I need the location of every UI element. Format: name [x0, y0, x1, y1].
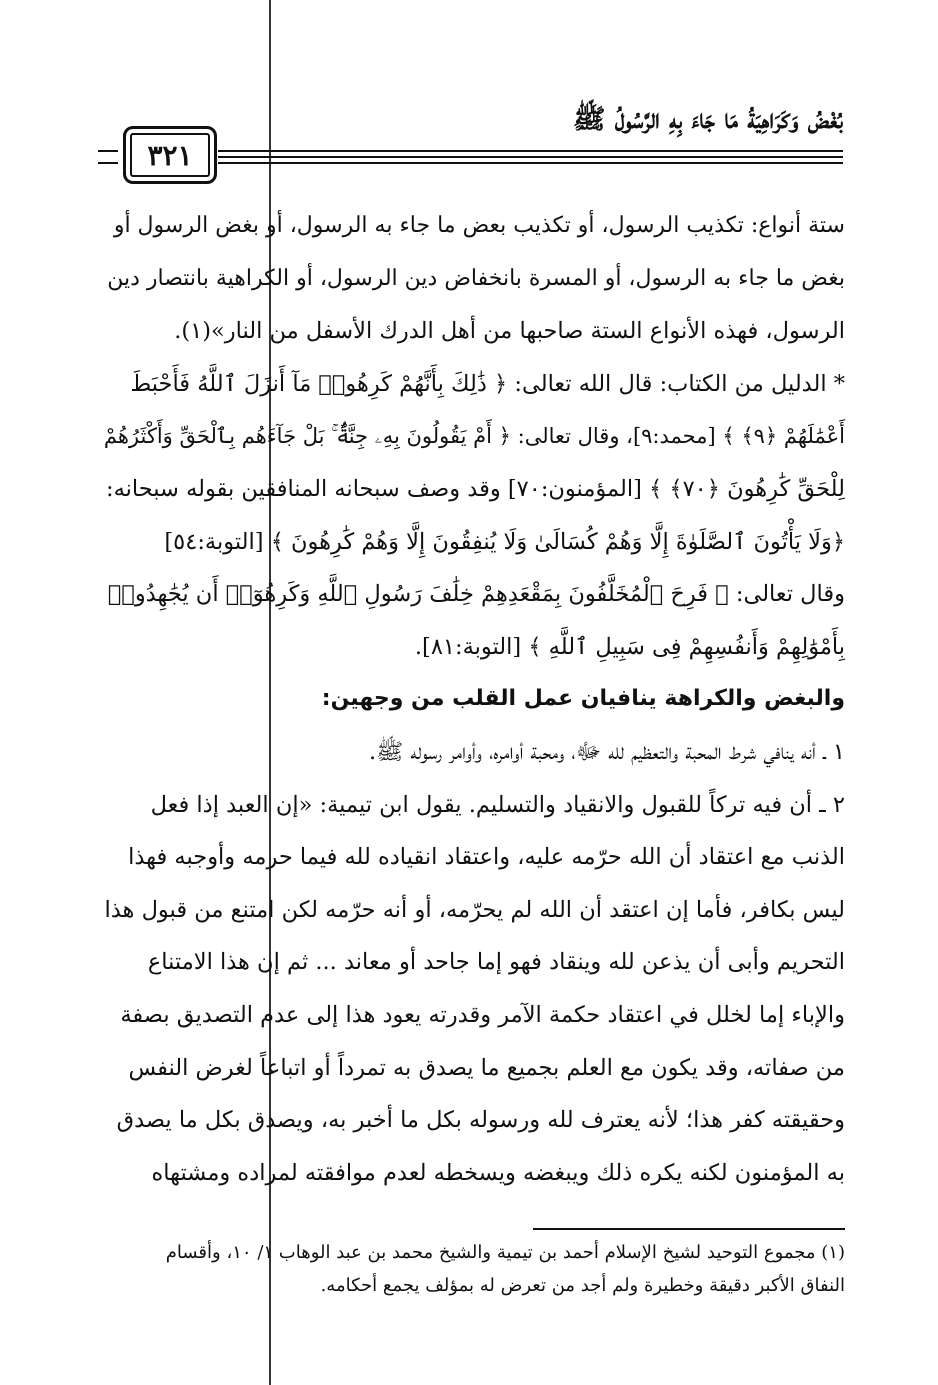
- text-line: ليس بكافر، فأما إن اعتقد أن الله لم يحرّمه، أو أنه حرّمه لكن امتنع من قبول هذا: [104, 896, 845, 923]
- header-rule: [218, 150, 843, 152]
- text-line: وقال تعالى: ﴿ فَرِحَ ٱلْمُخَلَّفُونَ بِمَقْعَدِهِمْ خِلَٰفَ رَسُولِ ٱللَّهِ وَكَرِهُوٓا۟ أَن يُجَٰهِدُوا۟: [107, 581, 845, 608]
- header-rule-end: [98, 150, 118, 164]
- footnote-line: النفاق الأكبر دقيقة وخطيرة ولم أجد من تعرض له بمؤلف يجمع أحكامه.: [320, 1275, 845, 1296]
- section-heading: والبغض والكراهة ينافيان عمل القلب من وجهين:: [321, 686, 845, 712]
- text-line: لِلْحَقِّ كَٰرِهُونَ ﴿٧٠﴾ ﴾ [المؤمنون:٧٠] وقد وصف سبحانه المنافقين بقوله سبحانه:: [105, 475, 845, 502]
- text-line: الذنب مع اعتقاد أن الله حرّمه عليه، واعتقاد انقياده لله فيما حرمه وأوجبه فهذا: [128, 844, 845, 871]
- text-line: بغض ما جاء به الرسول، أو المسرة بانخفاض دين الرسول، أو الكراهية بانتصار دين: [107, 265, 845, 291]
- header-rule: [218, 162, 843, 164]
- text-line: وحقيقته كفر هذا؛ لأنه يعترف لله ورسوله بكل ما أخبر به، ويصدق بكل ما يصدق: [116, 1107, 845, 1134]
- text-line: ﴿وَلَا يَأْتُونَ ٱلصَّلَوٰةَ إِلَّا وَهُمْ كُسَالَىٰ وَلَا يُنفِقُونَ إِلَّا وَهُمْ كَٰرِهُونَ ﴾ [التوبة:٥٤]: [164, 528, 845, 555]
- text-line: الرسول، فهذه الأنواع الستة صاحبها من أهل الدرك الأسفل من النار»(١).: [174, 318, 845, 345]
- text-line: ستة أنواع: تكذيب الرسول، أو تكذيب بعض ما جاء به الرسول، أو بغض الرسول أو: [113, 213, 845, 238]
- footnote-separator: [533, 1228, 845, 1230]
- running-header-title: بُغْضُ وَكَرَاهِيَةُ مَا جَاءَ بِهِ الرَّسُولُ ﷺ: [572, 104, 843, 135]
- page-number: ٣٢١: [123, 126, 217, 184]
- text-line: * الدليل من الكتاب: قال الله تعالى: ﴿ ذَٰلِكَ بِأَنَّهُمْ كَرِهُوا۟ مَآ أَنزَلَ ٱللَّهُ فَأَحْبَطَ: [130, 370, 845, 397]
- text-line: بِأَمْوَٰلِهِمْ وَأَنفُسِهِمْ فِى سَبِيلِ ٱللَّهِ ﴾ [التوبة:٨١].: [414, 633, 845, 660]
- text-line: أَعْمَٰلَهُمْ ﴿٩﴾ ﴾ [محمد:٩]، وقال تعالى: ﴿ أَمْ يَقُولُونَ بِهِۦ جِنَّةٌۢ ۚ بَلْ جَآءَهُم بِٱلْحَقِّ وَأَكْثَرُهُمْ: [103, 424, 845, 449]
- text-line: به المؤمنون لكنه يكره ذلك ويبغضه ويسخطه لعدم موافقته لمراده ومشتهاه: [151, 1159, 845, 1186]
- text-line: ٢ ـ أن فيه تركاً للقبول والانقياد والتسليم. يقول ابن تيمية: «إن العبد إذا فعل: [150, 791, 845, 818]
- footnote-line: (١) مجموع التوحيد لشيخ الإسلام أحمد بن تيمية والشيخ محمد بن عبد الوهاب ١/ ١٠، وأقسام: [165, 1242, 845, 1263]
- text-line: التحريم وأبى أن يذعن لله وينقاد فهو إما جاحد أو معاند ... ثم إن هذا الامتناع: [147, 949, 845, 976]
- text-line: والإباء إما لخلل في اعتقاد حكمة الآمر وقدرته يعود هذا إلى عدم التصديق بصفة: [120, 1001, 845, 1028]
- header-rule: [218, 156, 843, 158]
- text-line: ١ ـ أنه ينافي شرط المحبة والتعظيم لله ﷻ، ومحبة أوامره، وأوامر رسوله ﷺ.: [368, 738, 845, 765]
- footnote: [103, 1236, 845, 1302]
- page-body: [103, 200, 845, 1199]
- text-line: من صفاته، وقد يكون مع العلم بجميع ما يصدق به تمرداً أو اتباعاً لغرض النفس: [128, 1054, 845, 1081]
